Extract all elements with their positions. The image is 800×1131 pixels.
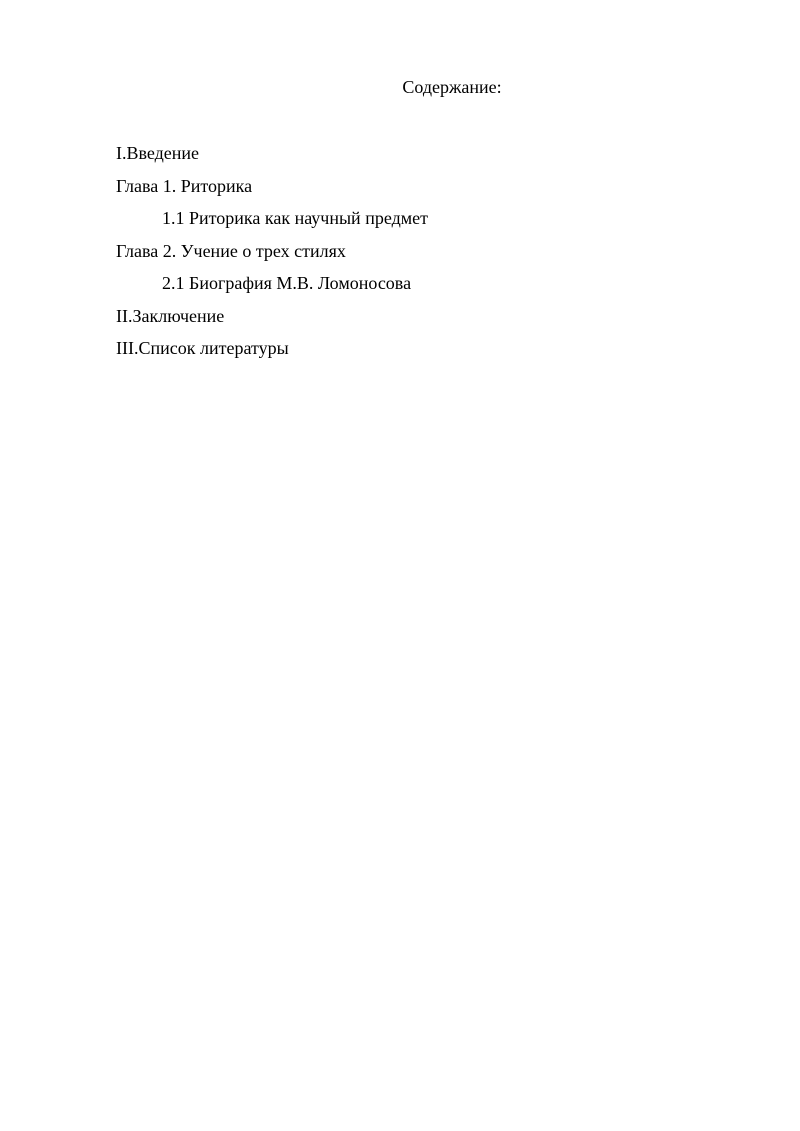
- toc-item-introduction: I.Введение: [116, 143, 200, 163]
- toc-title: Содержание:: [402, 77, 502, 97]
- toc-item-chapter-1: Глава 1. Риторика: [116, 175, 253, 196]
- toc-item-bibliography: III.Список литературы: [116, 338, 289, 358]
- toc-item-section-1-1: 1.1 Риторика как научный предмет: [162, 208, 428, 228]
- table-of-contents: [116, 142, 716, 370]
- toc-item-chapter-2: Глава 2. Учение о трех стилях: [116, 240, 346, 261]
- toc-item-section-2-1: 2.1 Биография М.В. Ломоносова: [162, 273, 412, 293]
- toc-item-conclusion: II.Заключение: [116, 305, 225, 326]
